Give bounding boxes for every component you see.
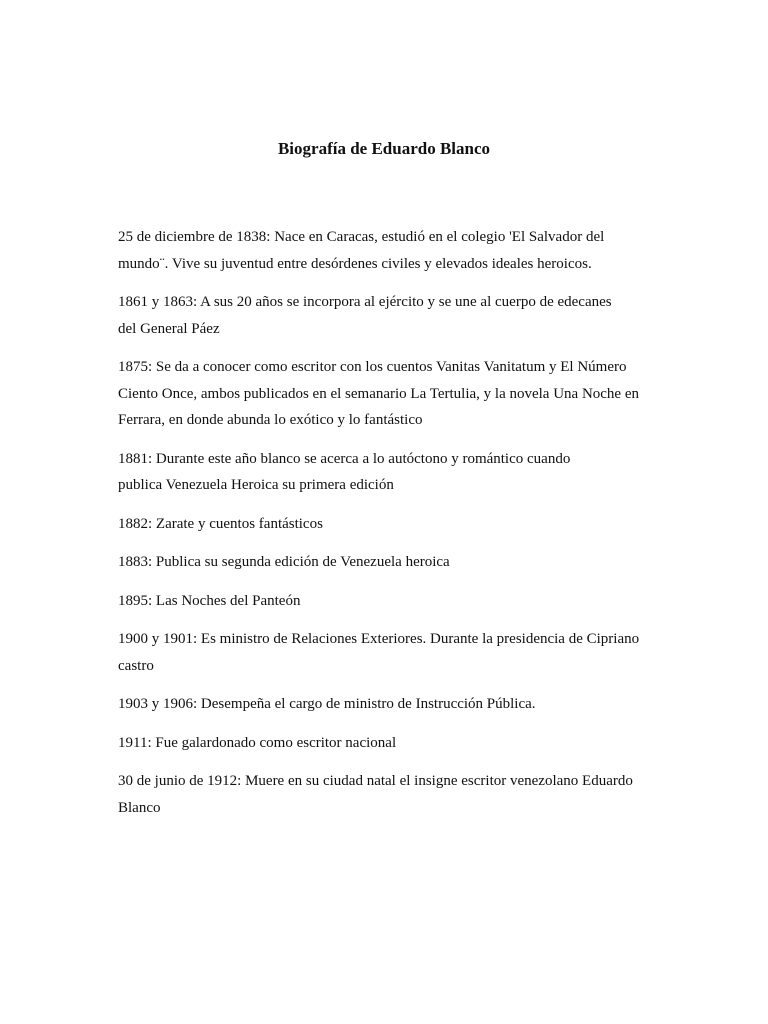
entry-line: 1900 y 1901: Es ministro de Relaciones Exteriores. Durante la presidencia de Cipriano (118, 631, 640, 647)
entry-line: 25 de diciembre de 1838: Nace en Caracas, estudió en el colegio 'El Salvador del (118, 229, 605, 245)
entry-line: 30 de junio de 1912: Muere en su ciudad natal el insigne escritor venezolano Eduardo (118, 773, 633, 789)
biography-entry (118, 354, 663, 434)
biography-entries (118, 224, 663, 833)
entry-line: del General Páez (118, 320, 220, 337)
entry-line: Ciento Once, ambos publicados en el semanario La Tertulia, y la novela Una Noche en (118, 385, 640, 402)
biography-entry (118, 446, 663, 499)
entry-line: Blanco (118, 799, 161, 816)
entry-line: mundo¨. Vive su juventud entre desórdenes civiles y elevados ideales heroicos. (118, 255, 592, 272)
biography-entry (118, 224, 663, 277)
biography-entry (118, 768, 663, 821)
entry-line: 1903 y 1906: Desempeña el cargo de ministro de Instrucción Pública. (118, 696, 536, 712)
entry-line: castro (118, 657, 154, 674)
entry-line: 1861 y 1863: A sus 20 años se incorpora al ejército y se une al cuerpo de edecanes (118, 294, 612, 310)
entry-line: publica Venezuela Heroica su primera edición (118, 477, 394, 493)
entry-line: 1883: Publica su segunda edición de Venezuela heroica (118, 554, 450, 570)
biography-entry (118, 730, 663, 757)
biography-entry (118, 511, 663, 538)
biography-entry (118, 588, 663, 615)
entry-line: 1895: Las Noches del Panteón (118, 592, 301, 609)
biography-entry (118, 691, 663, 718)
entry-line: 1881: Durante este año blanco se acerca a lo autóctono y romántico cuando (118, 450, 571, 467)
entry-line: 1911: Fue galardonado como escritor nacional (118, 734, 397, 751)
biography-entry (118, 626, 663, 679)
page-title: Biografía de Eduardo Blanco (277, 139, 491, 158)
entry-line: 1875: Se da a conocer como escritor con los cuentos Vanitas Vanitatum y El Número (118, 359, 627, 375)
entry-line: 1882: Zarate y cuentos fantásticos (118, 515, 323, 532)
biography-entry (118, 289, 663, 342)
biography-entry (118, 549, 663, 576)
entry-line: Ferrara, en donde abunda lo exótico y lo fantástico (118, 412, 423, 428)
